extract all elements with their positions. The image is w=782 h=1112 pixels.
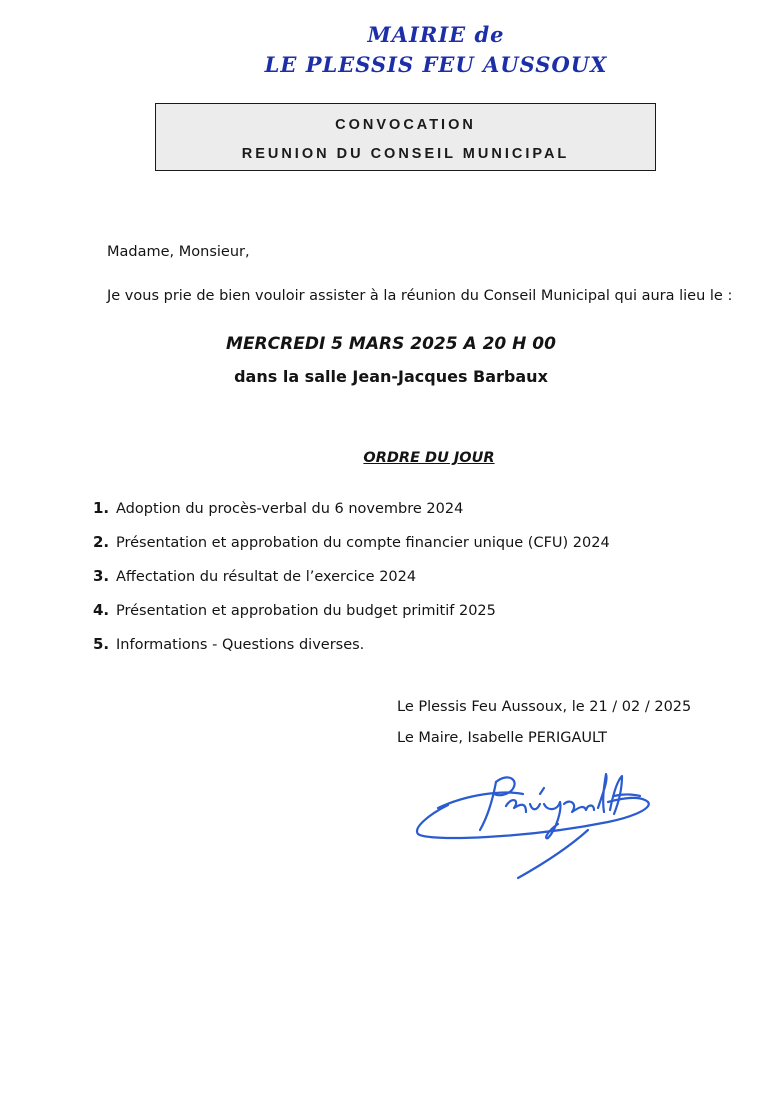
convocation-title: CONVOCATION xyxy=(335,117,476,133)
mayor-name: Le Maire, Isabelle PERIGAULT xyxy=(397,730,607,746)
agenda-item-text: Informations - Questions diverses. xyxy=(116,637,365,653)
agenda-item xyxy=(93,533,610,567)
agenda-item-number: 4. xyxy=(93,601,110,619)
meeting-place: dans la salle Jean-Jacques Barbaux xyxy=(234,367,548,386)
signature-image xyxy=(408,760,678,890)
meeting-date: MERCREDI 5 MARS 2025 A 20 H 00 xyxy=(226,334,556,354)
salutation: Madame, Monsieur, xyxy=(107,244,250,260)
agenda-item-number: 2. xyxy=(93,533,110,551)
agenda-item-text: Adoption du procès-verbal du 6 novembre 2024 xyxy=(116,501,464,517)
agenda-item-number: 1. xyxy=(93,499,110,517)
agenda-item-text: Présentation et approbation du compte financier unique (CFU) 2024 xyxy=(116,535,610,551)
agenda-item xyxy=(93,499,610,533)
agenda-list xyxy=(93,499,610,669)
agenda-item-number: 5. xyxy=(93,635,110,653)
town-hall-title: MAIRIE de xyxy=(367,22,505,47)
agenda-item xyxy=(93,567,610,601)
agenda-item-number: 3. xyxy=(93,567,110,585)
agenda-item-text: Affectation du résultat de l’exercice 2024 xyxy=(116,569,417,585)
place-and-date: Le Plessis Feu Aussoux, le 21 / 02 / 2025 xyxy=(397,699,692,715)
convocation-box xyxy=(155,103,656,171)
agenda-item xyxy=(93,601,610,635)
agenda-item xyxy=(93,635,610,669)
intro-paragraph: Je vous prie de bien vouloir assister à la réunion du Conseil Municipal qui aura lieu le : xyxy=(107,288,733,304)
town-name: LE PLESSIS FEU AUSSOUX xyxy=(264,52,608,77)
agenda-item-text: Présentation et approbation du budget primitif 2025 xyxy=(116,603,496,619)
convocation-subtitle: REUNION DU CONSEIL MUNICIPAL xyxy=(241,146,570,162)
agenda-title: ORDRE DU JOUR xyxy=(363,450,495,466)
